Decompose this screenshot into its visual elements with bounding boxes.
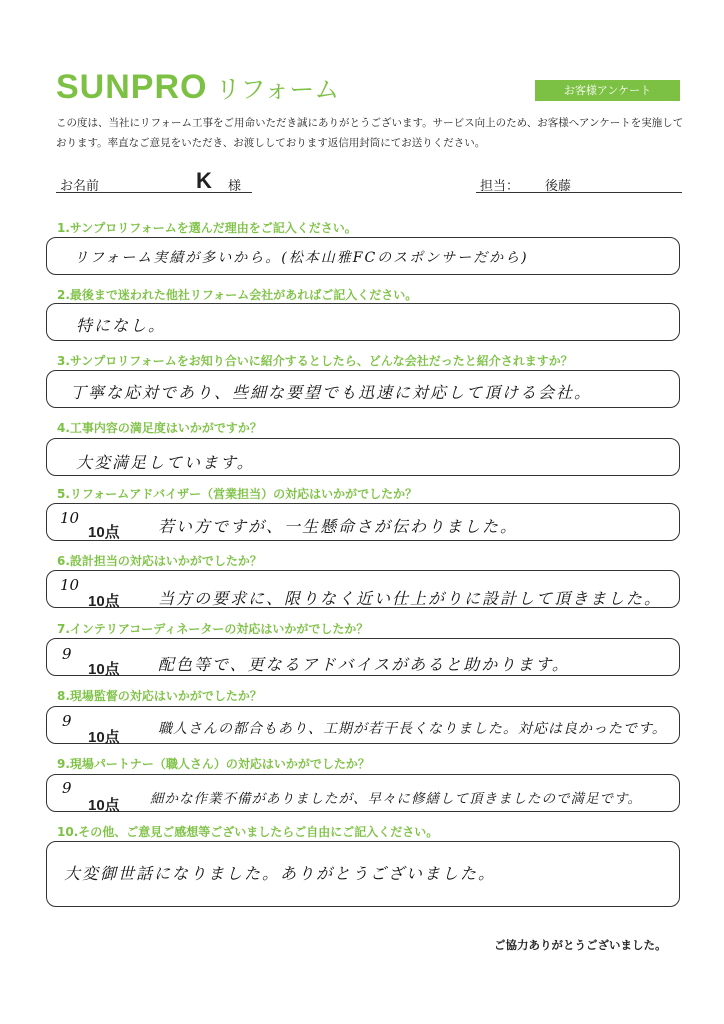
- thanks-message: ご協力ありがとうございました。: [494, 938, 667, 952]
- question-8-score-unit: 10点: [88, 729, 120, 746]
- question-9-score-unit: 10点: [88, 797, 120, 814]
- staff-name: 後藤: [545, 179, 572, 194]
- logo-wordmark: SUNPRO: [56, 68, 208, 106]
- question-6-score-unit: 10点: [88, 593, 120, 610]
- sunpro-logo: [56, 68, 339, 108]
- intro-text: この度は、当社にリフォーム工事をご用命いただき誠にありがとうございます。サービス向上のため、お客様へアンケートを実施しております。率直なご意見をいただき、お渡ししております返信用封筒にてお送りください。: [56, 117, 684, 149]
- question-7-score-unit: 10点: [88, 661, 120, 678]
- question-7-answer: 配色等で、更なるアドバイスがあると助かります。: [158, 655, 570, 674]
- name-label: お名前: [60, 179, 100, 194]
- question-3-answer: 丁寧な応対であり、些細な要望でも迅速に対応して頂ける会社。: [70, 383, 593, 402]
- customer-name: K: [196, 168, 212, 193]
- staff-underline: [476, 192, 682, 193]
- question-4-title: 4.工事内容の満足度はいかがですか？: [57, 421, 262, 435]
- question-5-score-unit: 10点: [88, 524, 120, 541]
- name-suffix: 様: [228, 179, 242, 194]
- logo-subtitle: リフォーム: [215, 75, 340, 104]
- question-1-title: 1.サンプロリフォームを選んだ理由をご記入ください。: [57, 221, 357, 235]
- question-9-title: 9.現場パートナー（職人さん）の対応はいかがでしたか？: [57, 757, 370, 771]
- question-8-answer: 職人さんの都合もあり、工期が若干長くなりました。対応は良かったです。: [158, 721, 667, 737]
- question-5-score: 10: [60, 509, 80, 527]
- question-2-title: 2.最後まで迷われた他社リフォーム会社があればご記入ください。: [57, 288, 418, 302]
- question-1-answer: リフォーム実績が多いから。(松本山雅FCのスポンサーだから): [74, 250, 529, 266]
- name-underline: [56, 192, 252, 193]
- question-10-title: 10.その他、ご意見ご感想等ございましたらご自由にご記入ください。: [57, 825, 439, 839]
- question-8-score: 9: [62, 712, 72, 730]
- question-6-title: 6.設計担当の対応はいかがでしたか？: [57, 554, 262, 568]
- staff-label: 担当：: [480, 179, 520, 194]
- question-2-answer: 特になし。: [76, 316, 167, 335]
- question-10-answer: 大変御世話になりました。ありがとうございました。: [64, 864, 497, 883]
- question-6-answer: 当方の要求に、限りなく近い仕上がりに設計して頂きました。: [158, 589, 663, 608]
- question-7-title: 7.インテリアコーディネーターの対応はいかがでしたか？: [57, 622, 369, 636]
- question-5-title: 5.リフォームアドバイザー（営業担当）の対応はいかがでしたか？: [57, 487, 418, 501]
- question-8-title: 8.現場監督の対応はいかがでしたか？: [57, 689, 262, 703]
- question-7-score: 9: [62, 645, 72, 663]
- question-5-answer: 若い方ですが、一生懸命さが伝わりました。: [158, 517, 519, 536]
- question-4-answer: 大変満足しています。: [76, 453, 255, 472]
- question-6-score: 10: [60, 576, 80, 594]
- question-9-score: 9: [62, 779, 72, 797]
- survey-badge: お客様アンケート: [535, 80, 680, 101]
- question-3-title: 3.サンプロリフォームをお知り合いに紹介するとしたら、どんな会社だったと紹介されますか？: [57, 354, 573, 368]
- question-9-answer: 細かな作業不備がありましたが、早々に修繕して頂きましたので満足です。: [150, 791, 642, 807]
